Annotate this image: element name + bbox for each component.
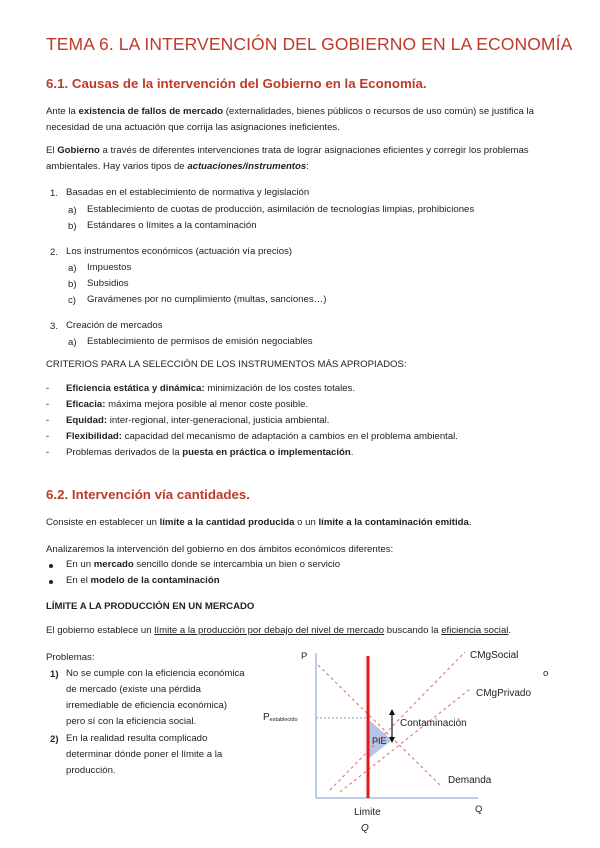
sub-letter: a)	[68, 205, 77, 216]
problem-line: pero sí con la eficiencia social.	[66, 716, 197, 727]
page-title: TEMA 6. LA INTERVENCIÓN DEL GOBIERNO EN LA ECONOMÍA	[46, 34, 573, 54]
sub-letter: c)	[68, 295, 76, 306]
section-heading-6-1: 6.1. Causas de la intervención del Gobierno en la Economía.	[46, 76, 427, 91]
text: .	[508, 625, 512, 636]
bold-text: existencia de fallos de mercado	[78, 106, 224, 117]
sub-letter: a)	[68, 337, 77, 348]
cmg-privado-label: CMgPrivado	[476, 688, 532, 699]
pie-label: PIE	[372, 736, 387, 746]
list-item: Los instrumentos económicos (actuación vía precios)	[66, 246, 293, 257]
subheading-limite: LÍMITE A LA PRODUCCIÓN EN UN MERCADO	[46, 601, 255, 612]
list-number: 1.	[50, 188, 59, 199]
text: Ante la	[46, 106, 79, 117]
text: En un	[66, 559, 94, 570]
dash-bullet: -	[46, 431, 50, 442]
dash-bullet: -	[46, 415, 50, 426]
problem-line: irremediable de eficiencia económica)	[66, 700, 228, 711]
limite-label: Limite	[354, 807, 381, 818]
problem-number: 1)	[50, 669, 59, 680]
text: buscando la	[384, 625, 442, 636]
list-number: 3.	[50, 321, 59, 332]
q-axis-label: Q	[475, 804, 483, 815]
demanda-label: Demanda	[448, 775, 492, 786]
sub-item: Subsidios	[87, 278, 129, 289]
text: sencillo donde se intercambia un bien o servicio	[133, 559, 341, 570]
p-letter: P	[263, 712, 270, 723]
text: ambientales. Hay varios tipos de	[46, 160, 188, 172]
sub-item: Establecimiento de permisos de emisión negociables	[87, 336, 313, 347]
text: (externalidades, bienes públicos o recursos de uso común) se justifica la	[223, 106, 534, 117]
text: :	[306, 160, 309, 172]
problem-line: producción.	[66, 765, 116, 776]
bold-text: Gobierno	[57, 145, 100, 156]
bold-text: mercado	[93, 559, 134, 570]
sub-item: Establecimiento de cuotas de producción, asimilación de tecnologías limpias, prohibiciones	[87, 204, 475, 215]
q-limit-label: Q	[361, 823, 369, 834]
bold-text: Equidad:	[66, 415, 108, 426]
sub-item: Gravámenes por no cumplimiento (multas, sanciones…)	[87, 294, 327, 305]
problem-line: En la realidad resulta complicado	[66, 733, 208, 744]
p-establecido-label	[263, 712, 298, 723]
bold-italic-text: actuaciones/instrumentos	[187, 160, 307, 172]
sub-letter: a)	[68, 263, 77, 274]
text: Problemas derivados de la	[66, 447, 183, 458]
stray-letter: o	[543, 668, 549, 679]
p-subscript: establecido	[269, 717, 298, 723]
section-heading-6-2: 6.2. Intervención vía cantidades.	[46, 487, 250, 502]
problems-label: Problemas:	[46, 652, 95, 663]
bold-text: Eficiencia estática y dinámica:	[66, 383, 205, 394]
list-item: Creación de mercados	[66, 320, 163, 331]
criteria-heading: CRITERIOS PARA LA SELECCIÓN DE LOS INSTRUMENTOS MÁS APROPIADOS:	[46, 359, 407, 370]
text: máxima mejora posible al menor coste posible.	[105, 399, 309, 410]
underlined-text: eficiencia social	[441, 625, 509, 636]
text: a través de diferentes intervenciones trata de lograr asignaciones eficientes y corregir los problemas	[99, 145, 529, 156]
sub-letter: b)	[68, 221, 77, 232]
bold-text: puesta en práctica o implementación	[182, 447, 351, 458]
problem-line: de mercado (existe una pérdida	[66, 684, 201, 695]
text: capacidad del mecanismo de adaptación a cambios en el problema ambiental.	[121, 431, 458, 442]
text: minimización de los costes totales.	[204, 383, 356, 394]
sub-item: Impuestos	[87, 262, 132, 273]
contaminacion-label: Contaminación	[400, 718, 467, 729]
arrow-head-up	[389, 709, 395, 715]
cmg-social-label: CMgSocial	[470, 650, 519, 661]
bold-text: Eficacia:	[66, 399, 106, 410]
underlined-text: límite a la producción por debajo del nivel de mercado	[154, 625, 385, 636]
bold-text: Flexibilidad:	[66, 431, 122, 442]
paragraph-ambitos: Analizaremos la intervención del gobierno en dos ámbitos económicos diferentes:	[46, 544, 394, 555]
text: El gobierno establece un	[46, 625, 155, 636]
bold-text: modelo de la contaminación	[90, 575, 220, 586]
dash-bullet: -	[46, 447, 50, 458]
dash-bullet: -	[46, 383, 50, 394]
list-item: Basadas en el establecimiento de normativa y legislación	[66, 187, 310, 198]
text: .	[350, 447, 354, 458]
text: necesidad de una actuación que corrija las asignaciones ineficientes.	[46, 121, 340, 133]
text: o un	[294, 517, 319, 528]
dash-bullet: -	[46, 399, 50, 410]
text: inter-regional, inter-generacional, justicia ambiental.	[107, 415, 330, 426]
sub-letter: b)	[68, 279, 77, 290]
text: En el	[66, 575, 91, 586]
list-number: 2.	[50, 247, 59, 258]
text: Consiste en establecer un	[46, 517, 160, 528]
bold-text: límite a la cantidad producida	[159, 517, 295, 528]
problem-line: determinar dónde poner el límite a la	[66, 749, 223, 760]
text: El	[46, 145, 58, 156]
p-axis-label: P	[301, 651, 308, 662]
text: .	[468, 517, 472, 528]
sub-item: Estándares o límites a la contaminación	[87, 220, 257, 231]
problem-number: 2)	[50, 734, 59, 745]
problem-line: No se cumple con la eficiencia económica	[66, 668, 245, 679]
bold-text: límite a la contaminación emitida	[318, 517, 469, 528]
